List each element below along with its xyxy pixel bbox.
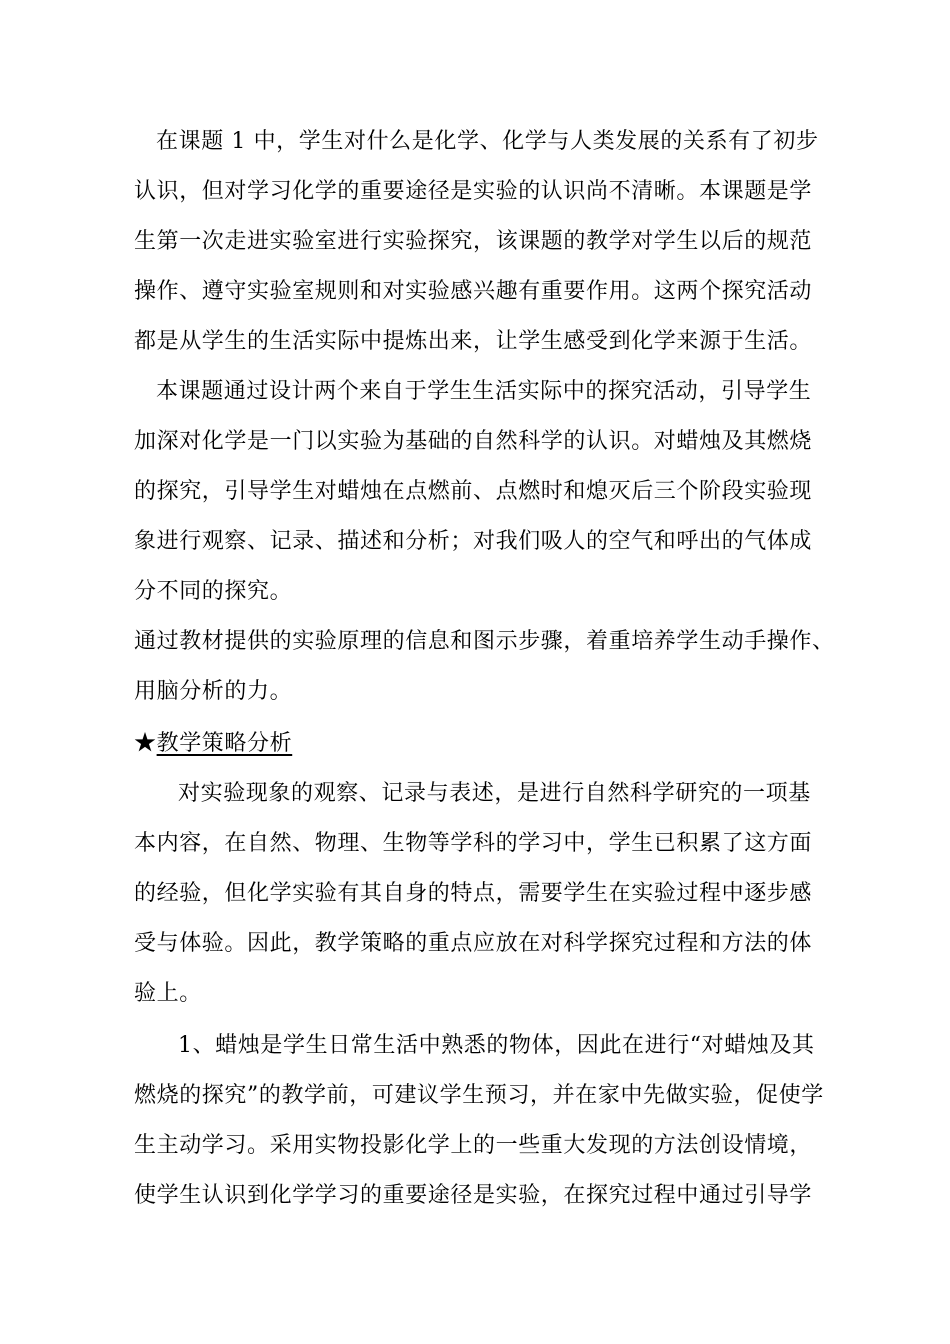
paragraph-5-line-1: 1、蜡烛是学生日常生活中熟悉的物体，因此在进行“对蜡烛及其 [178, 1033, 815, 1058]
paragraph-5-line-2: 燃烧的探究”的教学前，可建议学生预习，并在家中先做实验，促使学 [134, 1083, 824, 1108]
paragraph-1-line-2: 认识，但对学习化学的重要途径是实验的认识尚不清晰。本课题是学 [134, 179, 813, 204]
paragraph-4-line-1: 对实验现象的观察、记录与表述，是进行自然科学研究的一项基 [178, 781, 811, 806]
paragraph-5-line-3: 生主动学习。采用实物投影化学上的一些重大发现的方法创设情境， [134, 1133, 813, 1158]
star-icon: ★ [134, 731, 157, 756]
paragraph-3-line-1: 通过教材提供的实验原理的信息和图示步骤，着重培养学生动手操作、 [134, 629, 835, 654]
paragraph-1-line-4: 操作、遵守实验室规则和对实验感兴趣有重要作用。这两个探究活动 [134, 279, 813, 304]
paragraph-2-line-4: 象进行观察、记录、描述和分析；对我们吸人的空气和呼出的气体成 [134, 529, 813, 554]
paragraph-2-line-3: 的探究，引导学生对蜡烛在点燃前、点燃时和熄灭后三个阶段实验现 [134, 479, 813, 504]
paragraph-4-line-5: 验上。 [134, 981, 202, 1006]
paragraph-4-line-2: 本内容，在自然、物理、生物等学科的学习中，学生已积累了这方面 [134, 831, 813, 856]
paragraph-2-line-1: 本课题通过设计两个来自于学生生活实际中的探究活动，引导学生 [156, 379, 812, 404]
paragraph-5-line-4: 使学生认识到化学学习的重要途径是实验，在探究过程中通过引导学 [134, 1183, 813, 1208]
section-heading-text: 教学策略分析 [156, 731, 293, 756]
paragraph-2-line-2: 加深对化学是一门以实验为基础的自然科学的认识。对蜡烛及其燃烧 [134, 429, 813, 454]
section-heading [134, 730, 534, 758]
paragraph-1-line-5: 都是从学生的生活实际中提炼出来，让学生感受到化学来源于生活。 [134, 329, 813, 354]
paragraph-3-line-2: 用脑分析的力。 [134, 679, 293, 704]
paragraph-2-line-5: 分不同的探究。 [134, 579, 293, 604]
paragraph-1-line-1: 在课题 1 中，学生对什么是化学、化学与人类发展的关系有了初步 [156, 129, 819, 154]
paragraph-1-line-3: 生第一次走进实验室进行实验探究，该课题的教学对学生以后的规范 [134, 229, 813, 254]
paragraph-4-line-4: 受与体验。因此，教学策略的重点应放在对科学探究过程和方法的体 [134, 931, 813, 956]
paragraph-4-line-3: 的经验，但化学实验有其自身的特点，需要学生在实验过程中逐步感 [134, 881, 813, 906]
